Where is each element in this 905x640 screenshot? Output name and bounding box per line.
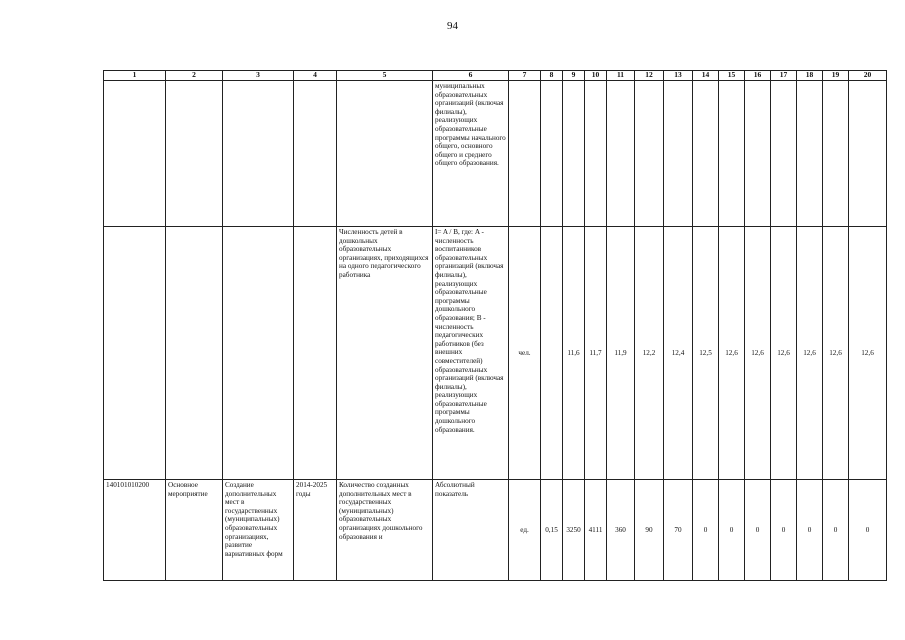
column-header: 13 bbox=[664, 71, 693, 81]
indicators-table bbox=[103, 70, 887, 581]
column-header: 14 bbox=[693, 71, 719, 81]
type-cell bbox=[166, 81, 223, 227]
value-cell: 12,6 bbox=[823, 227, 849, 480]
value-cell: 12,6 bbox=[719, 227, 745, 480]
value-cell: 0 bbox=[719, 480, 745, 581]
value-cell: 12,6 bbox=[797, 227, 823, 480]
column-header: 3 bbox=[223, 71, 294, 81]
value-cell: 12,6 bbox=[771, 227, 797, 480]
column-number-row bbox=[104, 71, 887, 81]
column-header: 1 bbox=[104, 71, 166, 81]
value-cell: 12,5 bbox=[693, 227, 719, 480]
measure-cell bbox=[223, 227, 294, 480]
column-header: 17 bbox=[771, 71, 797, 81]
measure-cell bbox=[223, 81, 294, 227]
value-cell: 12,2 bbox=[635, 227, 664, 480]
value-cell: 11,6 bbox=[563, 227, 585, 480]
value-cell: 0 bbox=[849, 480, 887, 581]
column-header: 12 bbox=[635, 71, 664, 81]
value-cell: 0 bbox=[745, 480, 771, 581]
value-cell: 3250 bbox=[563, 480, 585, 581]
unit-cell: ед. bbox=[509, 480, 541, 581]
period-cell: 2014-2025 годы bbox=[294, 480, 337, 581]
column-header: 7 bbox=[509, 71, 541, 81]
method-cell: муниципальных образовательных организаций (включая филиалы), реализующих образовательные программы начального общего, основного общего и среднего общего образования. bbox=[433, 81, 509, 227]
measure-cell: Создание дополнительных мест в государственных (муниципальных) образовательных организациях, развитие вариативных форм bbox=[223, 480, 294, 581]
type-cell: Основное мероприятие bbox=[166, 480, 223, 581]
value-cell bbox=[541, 227, 563, 480]
value-cell bbox=[607, 81, 635, 227]
unit-cell: чел. bbox=[509, 227, 541, 480]
value-cell: 4111 bbox=[585, 480, 607, 581]
value-cell: 11,9 bbox=[607, 227, 635, 480]
value-cell bbox=[563, 81, 585, 227]
value-cell: 360 bbox=[607, 480, 635, 581]
table-row bbox=[104, 227, 887, 480]
value-cell bbox=[797, 81, 823, 227]
page-number: 94 bbox=[447, 20, 458, 32]
value-cell: 0,15 bbox=[541, 480, 563, 581]
method-cell: I= A / B, где: A - численность воспитанников образовательных организаций (включая филиалы), реализующих образовательные программы дошкольного образования; B - численность педагогических работников (без внешних совместителей) образовательных организаций (включая филиалы), реализующих образовательные программы дошкольного образования. bbox=[433, 227, 509, 480]
value-cell: 70 bbox=[664, 480, 693, 581]
value-cell: 12,4 bbox=[664, 227, 693, 480]
value-cell: 90 bbox=[635, 480, 664, 581]
value-cell: 0 bbox=[693, 480, 719, 581]
period-cell bbox=[294, 227, 337, 480]
column-header: 5 bbox=[337, 71, 433, 81]
column-header: 16 bbox=[745, 71, 771, 81]
code-cell bbox=[104, 227, 166, 480]
value-cell: 0 bbox=[797, 480, 823, 581]
value-cell bbox=[664, 81, 693, 227]
value-cell bbox=[693, 81, 719, 227]
value-cell: 0 bbox=[823, 480, 849, 581]
value-cell bbox=[541, 81, 563, 227]
period-cell bbox=[294, 81, 337, 227]
column-header: 9 bbox=[563, 71, 585, 81]
value-cell bbox=[849, 81, 887, 227]
value-cell bbox=[585, 81, 607, 227]
indicator-cell: Численность детей в дошкольных образовательных организациях, приходящихся на одного педагогического работника bbox=[337, 227, 433, 480]
column-header: 6 bbox=[433, 71, 509, 81]
code-cell bbox=[104, 81, 166, 227]
column-header: 8 bbox=[541, 71, 563, 81]
value-cell bbox=[719, 81, 745, 227]
indicator-cell: Количество созданных дополнительных мест в государственных (муниципальных) образовательных организациях дошкольного образования и bbox=[337, 480, 433, 581]
value-cell bbox=[509, 81, 541, 227]
value-cell bbox=[745, 81, 771, 227]
indicator-cell bbox=[337, 81, 433, 227]
column-header: 10 bbox=[585, 71, 607, 81]
column-header: 20 bbox=[849, 71, 887, 81]
value-cell: 11,7 bbox=[585, 227, 607, 480]
value-cell bbox=[635, 81, 664, 227]
value-cell: 12,6 bbox=[849, 227, 887, 480]
code-cell: 140101010200 bbox=[104, 480, 166, 581]
type-cell bbox=[166, 227, 223, 480]
column-header: 2 bbox=[166, 71, 223, 81]
value-cell: 12,6 bbox=[745, 227, 771, 480]
value-cell bbox=[771, 81, 797, 227]
table-row bbox=[104, 81, 887, 227]
column-header: 4 bbox=[294, 71, 337, 81]
method-cell: Абсолютный показатель bbox=[433, 480, 509, 581]
table-row bbox=[104, 480, 887, 581]
value-cell bbox=[823, 81, 849, 227]
column-header: 11 bbox=[607, 71, 635, 81]
value-cell: 0 bbox=[771, 480, 797, 581]
column-header: 18 bbox=[797, 71, 823, 81]
column-header: 19 bbox=[823, 71, 849, 81]
column-header: 15 bbox=[719, 71, 745, 81]
